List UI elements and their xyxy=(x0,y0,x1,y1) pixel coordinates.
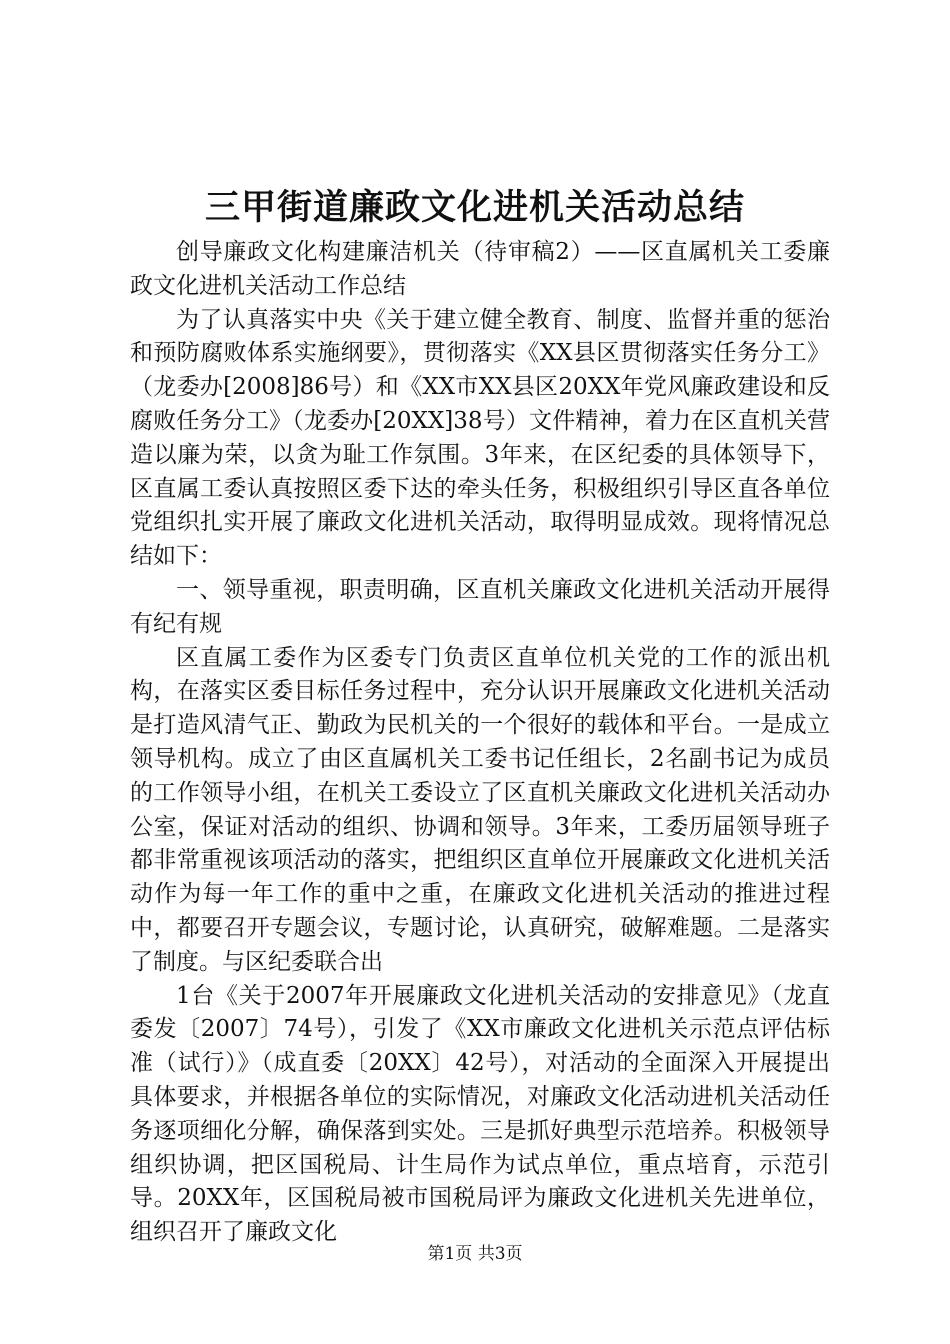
intro-paragraph: 为了认真落实中央《关于建立健全教育、制度、监督并重的惩治和预防腐败体系实施纲要》，贯彻落实《XX县区贯彻落实任务分工》（龙委办[2008]86号）和《XX市XX县区20XX年党风廉政建设和反腐败任务分工》（龙委办[20XX]38号）文件精神，着力在区直机关营造以廉为荣，以贪为耻工作氛围。3年来，在区纪委的具体领导下，区直属工委认真按照区委下达的牵头任务，积极组织引导区直各单位党组织扎实开展了廉政文化进机关活动，取得明显成效。现将情况总结如下： xyxy=(130,306,830,570)
subtitle-paragraph: 创导廉政文化构建廉洁机关（待审稿2）——区直属机关工委廉政文化进机关活动工作总结 xyxy=(130,239,830,299)
body-paragraph: 区直属工委作为区委专门负责区直单位机关党的工作的派出机构，在落实区委目标任务过程中，充分认识开展廉政文化进机关活动是打造风清气正、勤政为民机关的一个很好的载体和平台。一是成立领导机构。成立了由区直属机关工委书记任组长，2名副书记为成员的工作领导小组，在机关工委设立了区直机关廉政文化进机关活动办公室，保证对活动的组织、协调和领导。3年来，工委历届领导班子都非常重视该项活动的落实，把组织区直单位开展廉政文化进机关活动作为每一年工作的重中之重，在廉政文化进机关活动的推进过程中，都要召开专题会议，专题讨论，认真研究，破解难题。二是落实了制度。与区纪委联合出 xyxy=(130,644,830,975)
body-paragraph: 1台《关于2007年开展廉政文化进机关活动的安排意见》（龙直委发〔2007〕74号），引发了《XX市廉政文化进机关示范点评估标准（试行）》（成直委〔20XX〕42号），对活动的全面深入开展提出具体要求，并根据各单位的实际情况，对廉政文化活动进机关活动任务逐项细化分解，确保落到实处。三是抓好典型示范培养。积极领导组织协调，把区国税局、计生局作为试点单位，重点培育，示范引导。20XX年，区国税局被市国税局评为廉政文化进机关先进单位，组织召开了廉政文化 xyxy=(130,982,830,1246)
page-number-footer: 第1页 共3页 xyxy=(427,1244,523,1264)
document-title: 三甲街道廉政文化进机关活动总结 xyxy=(204,187,745,228)
document-body xyxy=(130,236,830,1250)
section-heading-1: 一、领导重视，职责明确，区直机关廉政文化进机关活动开展得有纪有规 xyxy=(130,576,830,637)
